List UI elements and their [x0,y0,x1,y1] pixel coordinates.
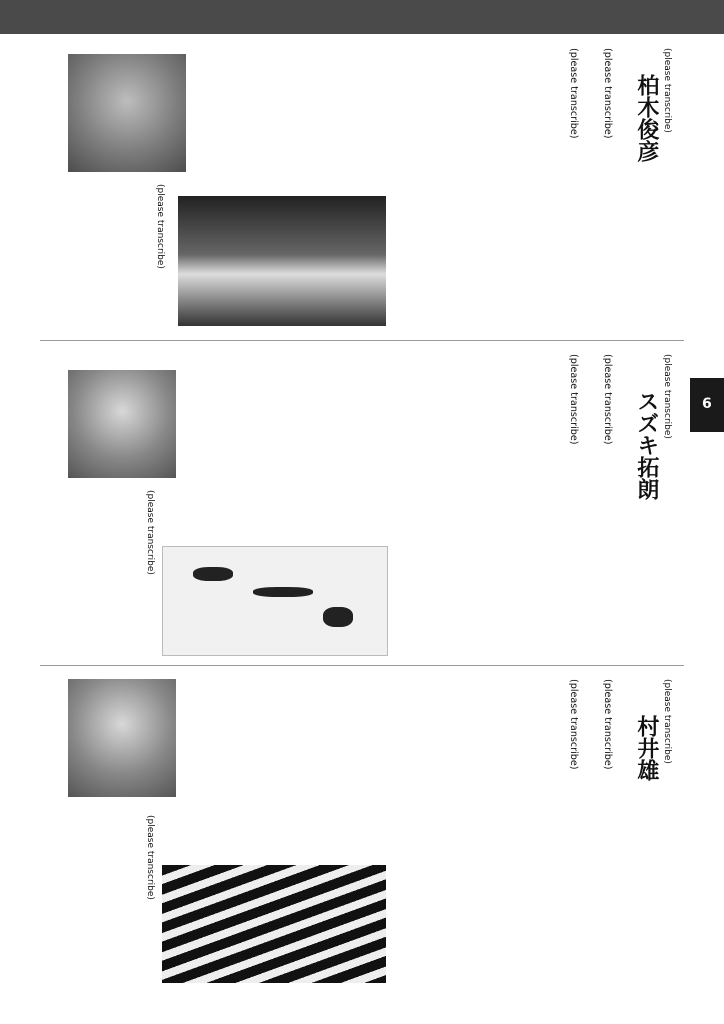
work-title: (please transcribe) [601,354,613,445]
brush-stroke [193,567,233,581]
article-body: (please transcribe) [568,48,579,139]
section-divider [40,665,684,666]
section-murai [40,675,684,1005]
portrait-photo [68,370,176,478]
award-name: 村井雄 [633,715,659,781]
page-number: 6 [702,396,712,412]
work-title: (please transcribe) [601,48,613,139]
header-bar [0,0,724,34]
portrait-photo [68,54,186,172]
brush-stroke [253,587,313,597]
artwork-photo [162,546,388,656]
section-suzuki [40,350,684,658]
award-label: (please transcribe) [662,48,673,133]
award-name: スズキ拓朗 [633,390,659,500]
award-label: (please transcribe) [662,679,673,764]
article-body: (please transcribe) [568,354,579,445]
award-label: (please transcribe) [662,354,673,439]
portrait-photo [68,679,176,797]
section-divider [40,340,684,341]
profile-text: (please transcribe) [145,490,155,575]
page-number-tab [690,378,724,432]
brush-stroke [323,607,353,627]
article-body: (please transcribe) [568,679,579,770]
award-name: 柏木俊彦 [633,74,659,162]
work-title: (please transcribe) [601,679,613,770]
stage-photo [178,196,386,326]
profile-text: (please transcribe) [155,184,165,269]
section-kashiwagi [40,44,684,334]
profile-text: (please transcribe) [145,815,155,900]
stage-photo [162,865,386,983]
